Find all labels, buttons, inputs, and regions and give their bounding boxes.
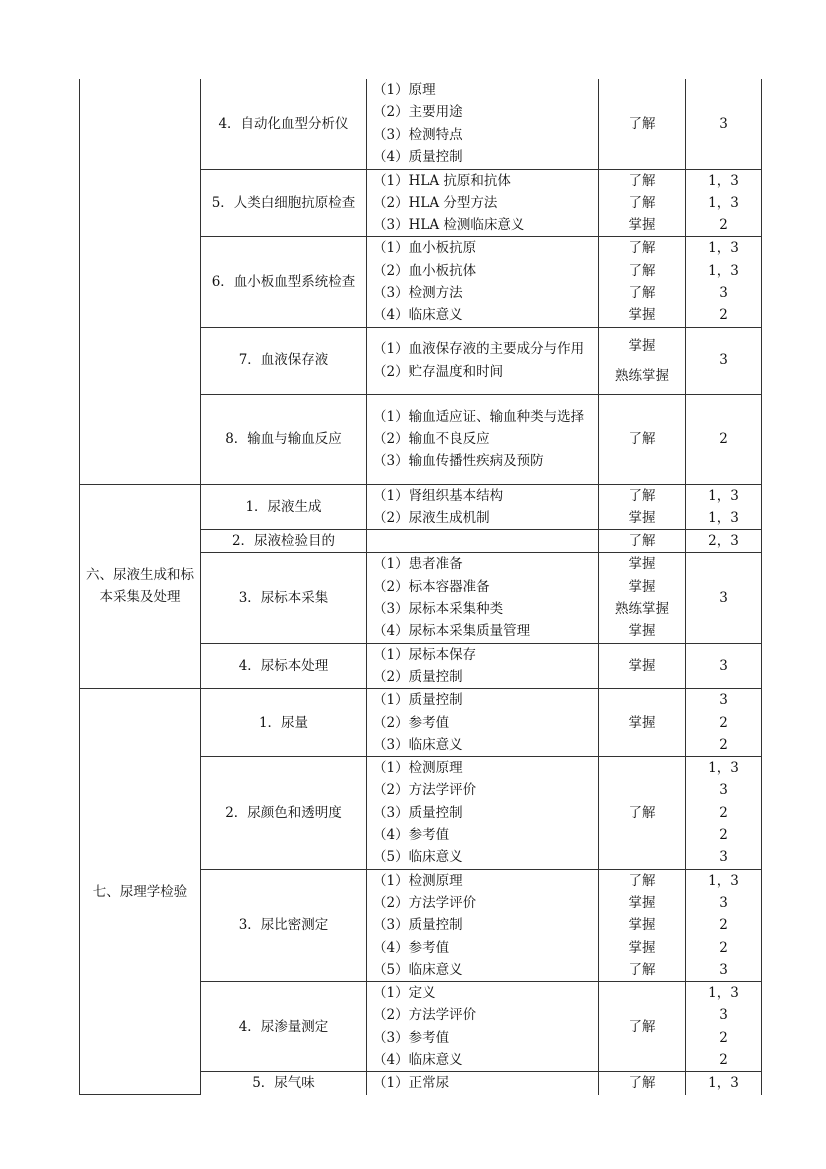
item: （5）临床意义: [373, 961, 463, 978]
item: （4）参考值: [373, 827, 450, 844]
item: （3）质量控制: [373, 804, 463, 821]
item: （1）血液保存液的主要成分与作用: [373, 341, 585, 358]
level: 掌握: [628, 578, 656, 595]
item: （3）检测方法: [373, 284, 463, 301]
code: 2: [719, 217, 728, 234]
code: 1，3: [708, 194, 739, 211]
level-cell: [599, 169, 686, 237]
code-cell: 3: [686, 79, 762, 169]
level: 掌握: [628, 917, 656, 934]
code: 2: [719, 939, 728, 956]
level: 掌握: [628, 556, 656, 573]
code: 1，3: [708, 240, 739, 257]
item: （2）尿液生成机制: [373, 509, 490, 526]
subunit-cell: 3．尿标本采集: [201, 553, 367, 643]
subunit-cell: 1．尿量: [201, 689, 367, 757]
item: （4）临床意义: [373, 1052, 463, 1068]
item: （1）原理: [373, 82, 436, 99]
code-cell: [686, 484, 762, 530]
subunit-cell: 4．尿标本处理: [201, 643, 367, 689]
items-cell: [367, 689, 599, 757]
item: （1）检测原理: [373, 760, 463, 777]
item: （2）标本容器准备: [373, 578, 490, 595]
level: 熟练掌握: [615, 367, 669, 384]
item: （1）肾组织基本结构: [373, 487, 504, 504]
item: （1）患者准备: [373, 556, 463, 573]
level: 了解: [628, 194, 656, 211]
code: 1，3: [708, 985, 739, 1002]
code-cell: 3: [686, 643, 762, 689]
code-cell: [686, 169, 762, 237]
item: （2）贮存温度和时间: [373, 363, 504, 380]
level: 了解: [628, 240, 656, 257]
unit-cell-continued: [80, 79, 201, 484]
item: （1）质量控制: [373, 692, 463, 709]
subunit-cell: 4．尿渗量测定: [201, 982, 367, 1072]
syllabus-table: [79, 79, 762, 1095]
code: 2: [719, 1029, 728, 1046]
unit-title: 七、尿理学检验: [92, 883, 188, 900]
items-cell: [367, 757, 599, 869]
item: （4）参考值: [373, 939, 450, 956]
code: 3: [719, 961, 728, 978]
items-cell: [367, 237, 599, 327]
item: （1）正常尿: [373, 1075, 450, 1092]
table-row: [80, 79, 762, 169]
code: 1，3: [708, 509, 739, 526]
item: （5）临床意义: [373, 849, 463, 866]
code-cell: 1，3: [686, 1072, 762, 1095]
item: （2）HLA 分型方法: [373, 194, 498, 211]
table-row: [80, 484, 762, 530]
item: （2）输血不良反应: [373, 430, 490, 447]
code: 2: [719, 714, 728, 731]
level-cell: 掌握: [599, 689, 686, 757]
code: 2: [719, 827, 728, 844]
code: 2: [719, 804, 728, 821]
level-cell: [599, 237, 686, 327]
item: （1）输血适应证、输血种类与选择: [373, 408, 585, 425]
item: （4）临床意义: [373, 307, 463, 324]
code: 3: [719, 1007, 728, 1024]
code: 3: [719, 692, 728, 709]
subunit-cell: 1．尿液生成: [201, 484, 367, 530]
item: （3）临床意义: [373, 736, 463, 753]
level-cell: 了解: [599, 530, 686, 553]
subunit-cell: 5．尿气味: [201, 1072, 367, 1095]
item: （3）HLA 检测临床意义: [373, 217, 525, 234]
unit-cell: [80, 689, 201, 1095]
items-cell: [367, 484, 599, 530]
subunit-cell: 7．血液保存液: [201, 327, 367, 394]
code-cell: [686, 757, 762, 869]
level: 掌握: [628, 939, 656, 956]
subunit-cell: 5．人类白细胞抗原检查: [201, 169, 367, 237]
items-cell: [367, 869, 599, 981]
subunit-cell: 3．尿比密测定: [201, 869, 367, 981]
item: （1）尿标本保存: [373, 646, 477, 663]
item: （2）方法学评价: [373, 894, 477, 911]
subunit-cell: 2．尿液检验目的: [201, 530, 367, 553]
item: （3）输血传播性疾病及预防: [373, 453, 544, 470]
item: （3）尿标本采集种类: [373, 601, 504, 618]
level: 了解: [628, 487, 656, 504]
subunit-cell: 2．尿颜色和透明度: [201, 757, 367, 869]
code: 1，3: [708, 487, 739, 504]
level: 掌握: [628, 337, 656, 354]
level-cell: [599, 484, 686, 530]
items-cell: [367, 79, 599, 169]
code: 2: [719, 307, 728, 324]
items-cell: [367, 530, 599, 553]
level: 掌握: [628, 894, 656, 911]
item: （4）质量控制: [373, 149, 463, 166]
item: （1）检测原理: [373, 872, 463, 889]
level-cell: 了解: [599, 394, 686, 484]
code-cell: 3: [686, 327, 762, 394]
subunit-cell: 4．自动化血型分析仪: [201, 79, 367, 169]
level-cell: [599, 553, 686, 643]
code: 3: [719, 782, 728, 799]
code-cell: 2: [686, 394, 762, 484]
level-cell: 掌握: [599, 643, 686, 689]
level: 掌握: [628, 307, 656, 324]
item: （3）参考值: [373, 1029, 450, 1046]
item: （2）参考值: [373, 714, 450, 731]
code: 3: [719, 894, 728, 911]
code: 1，3: [708, 760, 739, 777]
item: （3）检测特点: [373, 126, 463, 143]
level-cell: [599, 327, 686, 394]
code: 2: [719, 1052, 728, 1068]
code: 1，3: [708, 172, 739, 189]
item: （2）质量控制: [373, 668, 463, 685]
level-cell: 了解: [599, 757, 686, 869]
code-cell: [686, 982, 762, 1072]
level: 了解: [628, 872, 656, 889]
item: （2）血小板抗体: [373, 262, 477, 279]
level: 熟练掌握: [615, 601, 669, 618]
item: （2）主要用途: [373, 104, 463, 121]
code-cell: 2，3: [686, 530, 762, 553]
code-cell: [686, 869, 762, 981]
items-cell: [367, 169, 599, 237]
code-cell: 3: [686, 553, 762, 643]
code: 1，3: [708, 872, 739, 889]
items-cell: [367, 982, 599, 1072]
subunit-cell: 6．血小板血型系统检查: [201, 237, 367, 327]
item: （2）方法学评价: [373, 1007, 477, 1024]
unit-title: 六、尿液生成和标本采集及处理: [86, 567, 194, 606]
level: 了解: [628, 284, 656, 301]
level: 掌握: [628, 217, 656, 234]
items-cell: [367, 327, 599, 394]
level-cell: [599, 869, 686, 981]
level: 了解: [628, 961, 656, 978]
item: （3）质量控制: [373, 917, 463, 934]
item: （2）方法学评价: [373, 782, 477, 799]
item: （1）血小板抗原: [373, 240, 477, 257]
code: 3: [719, 849, 728, 866]
items-cell: [367, 643, 599, 689]
level-cell: 了解: [599, 982, 686, 1072]
level: 掌握: [628, 509, 656, 526]
level-cell: 了解: [599, 1072, 686, 1095]
code: 2: [719, 736, 728, 753]
code: 3: [719, 284, 728, 301]
code-cell: [686, 689, 762, 757]
level: 了解: [628, 172, 656, 189]
code-cell: [686, 237, 762, 327]
code: 2: [719, 917, 728, 934]
item: （4）尿标本采集质量管理: [373, 623, 531, 640]
level: 了解: [628, 262, 656, 279]
level-cell: 了解: [599, 79, 686, 169]
subunit-cell: 8．输血与输血反应: [201, 394, 367, 484]
unit-cell: [80, 484, 201, 689]
table-row: [80, 689, 762, 757]
level: 掌握: [628, 623, 656, 640]
items-cell: [367, 553, 599, 643]
items-cell: [367, 394, 599, 484]
item: （1）HLA 抗原和抗体: [373, 172, 511, 189]
code: 1，3: [708, 262, 739, 279]
items-cell: [367, 1072, 599, 1095]
item: （1）定义: [373, 985, 436, 1002]
